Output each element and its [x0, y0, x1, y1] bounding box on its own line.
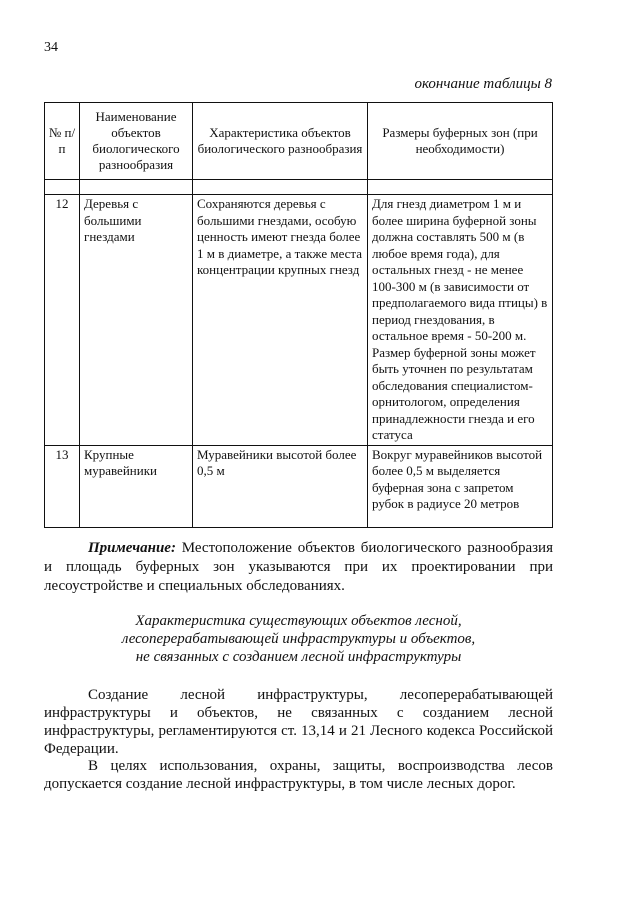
row-characteristic: Сохраняются деревья с большими гнездами, особую ценность имеют гнезда более 1 м в диаметре, а также места концентрации крупных гнезд	[193, 195, 368, 446]
row-buffer-size: Для гнезд диаметром 1 м и более ширина буферной зоны должна составлять 500 м (в любое время года), для остальных гнезд - не менее 100-300 м (в зависимости от предполагаемого вида птицы) в период гнездования, в остальное время - 50-200 м. Размер буферной зоны может быть уточнен по результатам обследования специалистом-орнитологом, определения принадлежности гнезда и его статуса	[368, 195, 553, 446]
header-buffer-size: Размеры буферных зон (при необходимости)	[368, 103, 553, 180]
buffer-zone-table	[44, 102, 553, 528]
table-spacer-row	[45, 180, 553, 195]
note-label: Примечание:	[88, 540, 176, 556]
section-title	[44, 612, 553, 666]
row-number: 13	[45, 445, 80, 527]
table-note	[44, 539, 553, 596]
row-object-name: Крупные муравейники	[80, 445, 193, 527]
row-number: 12	[45, 195, 80, 446]
row-object-name: Деревья с большими гнездами	[80, 195, 193, 446]
table-header-row	[45, 103, 553, 180]
header-object-name: Наименование объектов биологического разнообразия	[80, 103, 193, 180]
section-title-line: лесоперерабатывающей инфраструктуры и объектов,	[121, 631, 476, 647]
row-characteristic: Муравейники высотой более 0,5 м	[193, 445, 368, 527]
paragraph-infrastructure: Создание лесной инфраструктуры, лесоперерабатывающей инфраструктуры и объектов, не связанных с созданием лесной инфраструктуры, регламентируются ст. 13,14 и 21 Лесного кодекса Российской Федерации.	[44, 687, 553, 757]
header-number: № п/п	[45, 103, 80, 180]
row-buffer-size: Вокруг муравейников высотой более 0,5 м выделяется буферная зона с запретом рубок в радиусе 20 метров	[368, 445, 553, 527]
table-row	[45, 445, 553, 527]
section-title-line: Характеристика существующих объектов лесной,	[135, 613, 462, 629]
table-row	[45, 195, 553, 446]
note-text: Местоположение объектов биологического разнообразия и площадь буферных зон указываются при их проектировании при лесоустройстве и специальных обследованиях.	[44, 540, 553, 594]
section-title-line: не связанных с созданием лесной инфраструктуры	[135, 649, 462, 665]
table-caption: окончание таблицы 8	[414, 76, 552, 92]
page-number: 34	[44, 40, 58, 55]
paragraph-forest-use: В целях использования, охраны, защиты, воспроизводства лесов допускается создание лесной инфраструктуры, в том числе лесных дорог.	[44, 758, 553, 792]
header-characteristic: Характеристика объектов биологического разнообразия	[193, 103, 368, 180]
